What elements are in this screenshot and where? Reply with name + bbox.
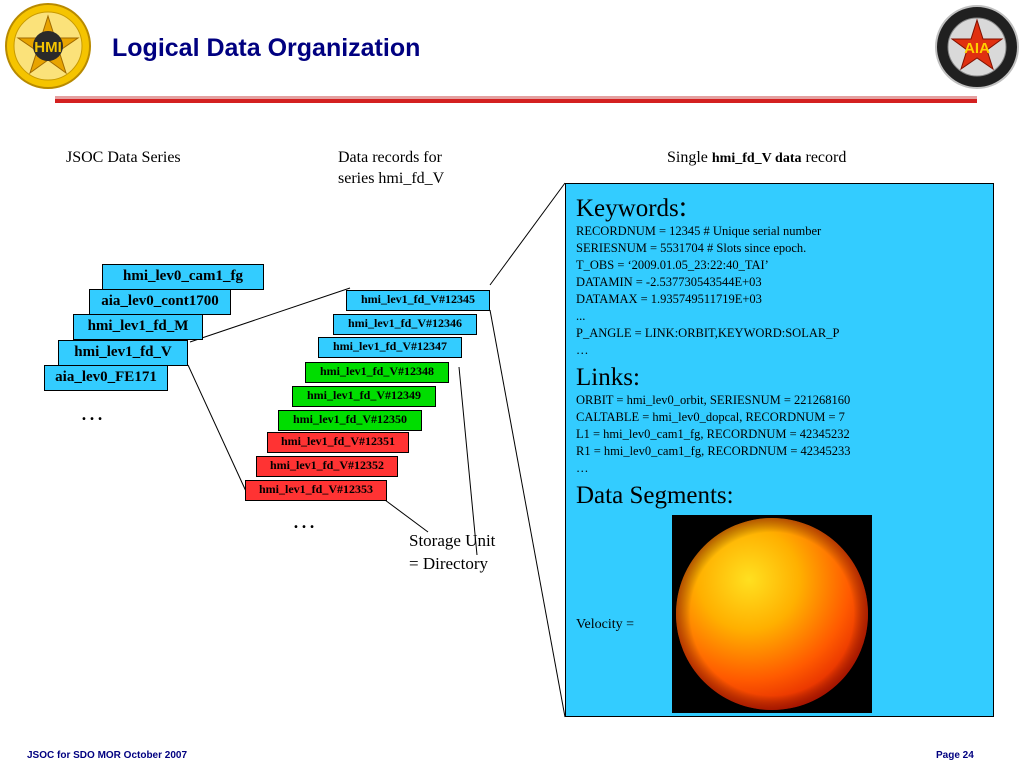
data-segments-heading: Data Segments: [576,482,734,509]
keyword-line: DATAMAX = 1.935749511719E+03 [576,292,762,306]
series-hmi-lev0-cam1-fg[interactable]: hmi_lev0_cam1_fg [102,264,264,290]
links-heading: Links: [576,364,640,391]
series-to-records-bottom [188,365,250,500]
keyword-line: DATAMIN = -2.537730543544E+03 [576,275,762,289]
record-12350[interactable]: hmi_lev1_fd_V#12350 [278,410,422,431]
footer-page-number: Page 24 [936,750,974,761]
keywords-heading [576,190,688,223]
record-12348[interactable]: hmi_lev1_fd_V#12348 [305,362,449,383]
sun-disk-icon [672,515,872,713]
keywords-heading-text: Keywords [576,195,679,222]
page-title: Logical Data Organization [112,34,421,62]
keyword-line: T_OBS = ‘2009.01.05_23:22:40_TAI’ [576,258,769,272]
record-12352[interactable]: hmi_lev1_fd_V#12352 [256,456,398,477]
keyword-line: SERIESNUM = 5531704 # Slots since epoch. [576,241,807,255]
series-hmi-lev1-fd-v[interactable]: hmi_lev1_fd_V [58,340,188,366]
record-12345[interactable]: hmi_lev1_fd_V#12345 [346,290,490,311]
series-aia-lev0-fe171[interactable]: aia_lev0_FE171 [44,365,168,391]
storage-pointer-lower [385,500,428,532]
keywords-heading-colon: : [678,190,688,223]
keyword-line: ... [576,309,586,323]
record-12346[interactable]: hmi_lev1_fd_V#12346 [333,314,477,335]
records-ellipsis: … [292,508,318,534]
keyword-line: RECORDNUM = 12345 # Unique serial number [576,224,822,238]
record-12347[interactable]: hmi_lev1_fd_V#12347 [318,337,462,358]
records-to-panel-bottom [490,310,565,717]
record-column-header-post: record [801,149,847,166]
storage-pointer-upper [459,367,477,555]
link-line: … [576,461,589,475]
link-line: R1 = hmi_lev0_cam1_fg, RECORDNUM = 42345233 [576,444,851,458]
storage-unit-line2: = Directory [409,554,488,573]
records-to-panel-top [490,183,565,285]
link-line: CALTABLE = hmi_lev0_dopcal, RECORDNUM = 7 [576,410,845,424]
series-hmi-lev1-fd-m[interactable]: hmi_lev1_fd_M [73,314,203,340]
velocity-image[interactable] [672,515,872,713]
aia-logo-letters: AIA [964,40,990,57]
link-line: ORBIT = hmi_lev0_orbit, SERIESNUM = 221268160 [576,393,851,407]
keyword-line: … [576,343,589,357]
storage-unit-line1: Storage Unit [409,531,496,550]
series-aia-lev0-cont1700[interactable]: aia_lev0_cont1700 [89,289,231,315]
footer-left: JSOC for SDO MOR October 2007 [27,750,188,761]
series-ellipsis: … [80,400,106,426]
velocity-label: Velocity = [576,617,635,632]
record-column-header-pre: Single [667,149,712,166]
records-column-header-line2: series hmi_fd_V [338,170,445,187]
record-12353[interactable]: hmi_lev1_fd_V#12353 [245,480,387,501]
link-line: L1 = hmi_lev0_cam1_fg, RECORDNUM = 42345232 [576,427,850,441]
keyword-line: P_ANGLE = LINK:ORBIT,KEYWORD:SOLAR_P [576,326,840,340]
records-column-header-line1: Data records for [338,149,442,166]
record-12349[interactable]: hmi_lev1_fd_V#12349 [292,386,436,407]
record-12351[interactable]: hmi_lev1_fd_V#12351 [267,432,409,453]
hmi-logo-letters: HMI [34,39,62,56]
series-column-header: JSOC Data Series [66,149,181,166]
record-column-header-bold: hmi_fd_V data [711,151,802,166]
